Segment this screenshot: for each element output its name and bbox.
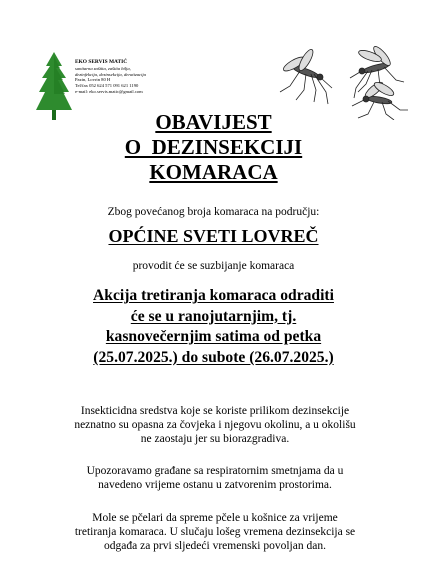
title-line-3: KOMARACA	[149, 160, 278, 184]
title-line-2: O DEZINSEKCIJI	[124, 135, 303, 159]
company-name: EKO SERVIS MATIĆ	[75, 59, 128, 65]
action-line-4: (25.07.2025.) do subote (26.07.2025.)	[93, 348, 334, 366]
letterhead	[36, 40, 416, 120]
respiratory-warning-paragraph	[60, 464, 370, 492]
company-email: e-mail: eko.servis.matic@gmail.com	[75, 88, 143, 94]
action-line-1: Akcija tretiranja komaraca odraditi	[93, 287, 334, 304]
mosquito-icon	[266, 40, 416, 120]
para1-line-2: neznatno su opasna za čovjeka i njegovu okolinu, a u okolišu	[74, 419, 356, 431]
company-services-2: dezinfekcija, dezinsekcija, deratizacija	[75, 71, 146, 77]
insecticide-paragraph	[60, 404, 370, 446]
suppression-text: provodit će se suzbijanje komaraca	[132, 260, 295, 272]
para2-line-2: navedeno vrijeme ostanu u zatvorenim prostorima.	[98, 479, 332, 491]
para1-line-3: ne zaostaju jer su biorazgradiva.	[140, 433, 290, 445]
intro-text: Zbog povećanog broja komaraca na području:	[107, 206, 320, 218]
para1-line-1: Insekticidna sredstva koje se koriste prilikom dezinsekcije	[80, 405, 350, 417]
municipality-name: OPĆINE SVETI LOVREČ	[108, 226, 319, 246]
beekeepers-paragraph	[60, 511, 370, 553]
company-info	[75, 60, 195, 95]
company-phone: Tel/fax 052 624 571 091 621 1190	[75, 83, 139, 89]
company-services-1: sanitarna zaštita, zaštita bilja,	[75, 65, 131, 71]
para3-line-3: odgađa za prvi sljedeći vremenski povoljan dan.	[104, 540, 326, 552]
action-line-2: će se u ranojutarnjim, tj.	[130, 307, 297, 325]
action-schedule	[20, 286, 407, 368]
company-address: Pazin, Lovrin 80 H	[75, 77, 111, 83]
para2-line-1: Upozoravamo građane sa respiratornim smetnjama da u	[86, 465, 344, 477]
title-line-1: OBAVIJEST	[155, 110, 272, 134]
para3-line-2: tretiranja komaraca. U slučaju lošeg vremena dezinsekcija se	[74, 526, 356, 538]
notice-title	[0, 110, 427, 185]
para3-line-1: Mole se pčelari da spreme pčele u košnice za vrijeme	[92, 512, 338, 524]
action-line-3: kasnovečernjim satima od petka	[105, 328, 322, 345]
